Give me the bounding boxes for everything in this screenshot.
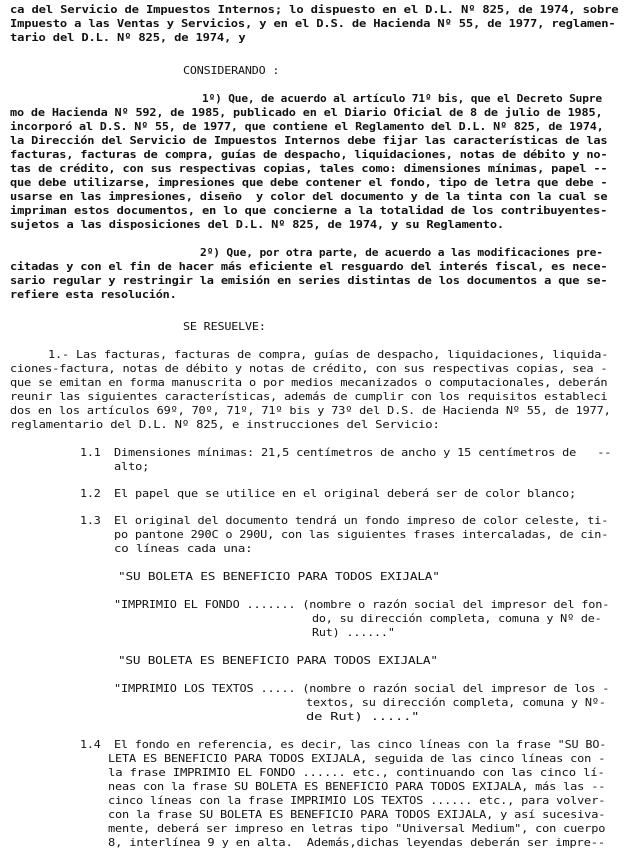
intro-line-3: tario del D.L. Nº 825, de 1974, y [10, 32, 246, 44]
phrase-textos-line-1: "IMPRIMIO LOS TEXTOS ..... (nombre o razón social del impresor de los - [114, 683, 610, 695]
considerando-1-line-2: mo de Hacienda Nº 592, de 1985, publicado en el Diario Oficial de 8 de julio de 1985, [10, 107, 603, 119]
considerando-2-line-2: citadas y con el fin de hacer más eficiente el resguardo del interés fiscal, es nece- [10, 261, 608, 273]
considerando-1-line-8: usarse en las impresiones, diseño y color del documento y de la tinta con la cual se [10, 191, 608, 203]
considerando-1-line-4: la Dirección del Servicio de Impuestos Internos debe fijar las características de las [10, 135, 608, 147]
phrase-boleta-2: "SU BOLETA ES BENEFICIO PARA TODOS EXIJALA" [118, 655, 438, 667]
item-1-2-line-1: El papel que se utilice en el original deberá ser de color blanco; [114, 488, 577, 500]
intro-line-2: Impuesto a las Ventas y Servicios, y en el D.S. de Hacienda Nº 55, de 1977, reglamen- [10, 18, 616, 30]
resuelve-1-line-4: reunir las siguientes características, además de cumplir con los requisitos estableci [10, 391, 608, 403]
item-1-4-line-8: 8, interlínea 9 y en alta. Además,dichas leyendas deberán ser impre-- [108, 837, 605, 849]
resuelve-1-line-2: ciones-factura, notas de débito y notas de crédito, con sus respectivas copias, sea - [10, 363, 608, 375]
item-1-1-line-2: alto; [114, 461, 150, 473]
considerando-heading: CONSIDERANDO : [183, 65, 280, 77]
item-1-3-line-2: po pantone 290C o 290U, con las siguientes frases intercaladas, de cin- [114, 529, 609, 541]
item-1-4-line-1: El fondo en referencia, es decir, las cinco líneas con la frase "SU BO- [114, 739, 607, 751]
item-1-3-line-3: co líneas cada una: [114, 543, 253, 555]
phrase-textos-line-2: textos, su dirección completa, comuna y Nº- [306, 697, 606, 709]
considerando-2-line-4: refiere esta resolución. [10, 289, 177, 301]
considerando-1-line-5: facturas, facturas de compra, guías de despacho, liquidaciones, notas de débito y no- [10, 149, 608, 161]
item-1-1-line-1: Dimensiones mínimas: 21,5 centímetros de ancho y 15 centímetros de -- [114, 447, 612, 459]
phrase-fondo-line-1: "IMPRIMIO EL FONDO ....... (nombre o razón social del impresor del fon- [114, 599, 610, 611]
resuelve-1-line-1: 1.- Las facturas, facturas de compra, guías de despacho, liquidaciones, liquida- [48, 349, 609, 361]
resuelve-heading: SE RESUELVE: [183, 321, 266, 333]
item-1-3-number: 1.3 [80, 515, 101, 527]
resuelve-1-line-6: reglamentario del D.L. Nº 825, e instrucciones del Servicio: [10, 419, 440, 431]
item-1-4-line-6: con la frase SU BOLETA ES BENEFICIO PARA TODOS EXIJALA, y así sucesiva- [108, 809, 606, 821]
considerando-2-line-3: sario regular y restringir la emisión en series distintas de los documentos a que se- [10, 275, 608, 287]
phrase-fondo-line-3: Rut) ......" [312, 627, 395, 639]
intro-line-1: ca del Servicio de Impuestos Internos; lo dispuesto en el D.L. Nº 825, de 1974, sobre [10, 4, 619, 16]
resuelve-1-line-5: dos en los artículos 69º, 70º, 71º, 71º bis y 73º del D.S. de Hacienda Nº 55, de 1977, [10, 405, 611, 417]
considerando-1-line-7: que debe utilizarse, impresiones que debe contener el fondo, tipo de letra que debe - [10, 177, 608, 189]
considerando-1-line-1: 1º) Que, de acuerdo al artículo 71º bis, que el Decreto Supre [202, 93, 602, 105]
item-1-4-line-7: mente, deberá ser impreso en letras tipo "Universal Medium", con cuerpo [108, 823, 606, 835]
item-1-4-line-5: cinco líneas con la frase IMPRIMIO LOS TEXTOS ...... etc., para volver- [108, 795, 606, 807]
item-1-2-number: 1.2 [80, 488, 101, 500]
considerando-1-line-3: incorporó al D.S. Nº 55, de 1977, que contiene el Reglamento del D.L. Nº 825, de 1974, [10, 121, 604, 133]
considerando-1-line-10: sujetos a las disposiciones del D.L. Nº 825, de 1974, y su Reglamento. [10, 219, 504, 231]
considerando-1-line-6: tas de crédito, con sus respectivas copias, tales como: dimensiones mínimas, papel -- [10, 163, 608, 175]
item-1-4-number: 1.4 [80, 739, 101, 751]
phrase-textos-line-3: de Rut) ....." [306, 711, 420, 723]
considerando-1-line-9: impriman estos documentos, en lo que concierne a la totalidad de los contribuyentes- [10, 205, 608, 217]
phrase-boleta-1: "SU BOLETA ES BENEFICIO PARA TODOS EXIJALA" [118, 571, 440, 583]
item-1-1-number: 1.1 [80, 447, 101, 459]
considerando-2-line-1: 2º) Que, por otra parte, de acuerdo a las modificaciones pre- [200, 247, 603, 259]
resuelve-1-line-3: que se emitan en forma manuscrita o por medios mecanizados o computacionales, deberán [10, 377, 608, 389]
item-1-3-line-1: El original del documento tendrá un fondo impreso de color celeste, ti- [114, 515, 609, 527]
item-1-4-line-2: LETA ES BENEFICIO PARA TODOS EXIJALA, seguida de las cinco líneas con - [108, 753, 606, 765]
item-1-4-line-3: la frase IMPRIMIO EL FONDO ...... etc., continuando con las cinco lí- [108, 767, 605, 779]
phrase-fondo-line-2: do, su dirección completa, comuna y Nº de- [312, 613, 602, 625]
item-1-4-line-4: neas con la frase SU BOLETA ES BENEFICIO PARA TODOS EXIJALA, más las -- [108, 781, 606, 793]
